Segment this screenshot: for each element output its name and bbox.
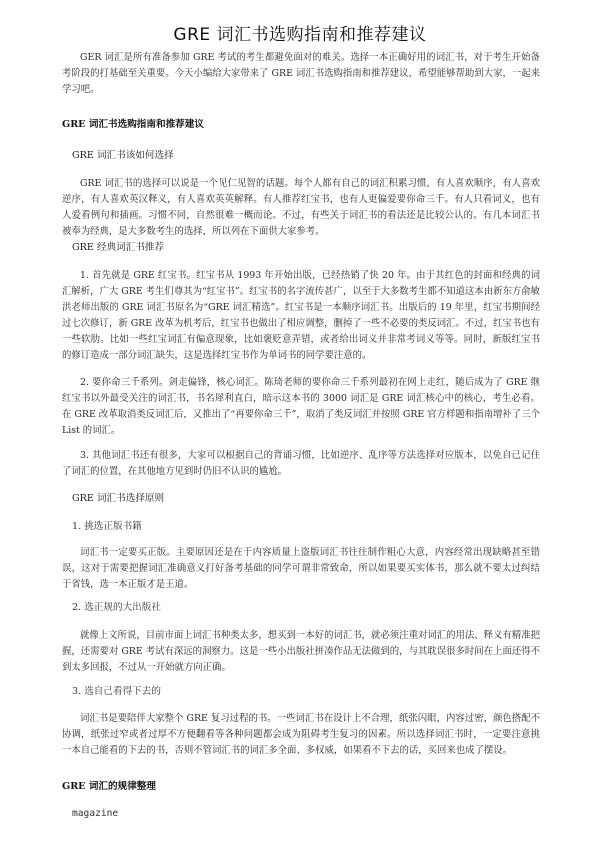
rule-heading-readable: 3. 选自己看得下去的 — [72, 686, 161, 697]
paragraph-other-books: 3. 其他词汇书还有很多，大家可以根据自己的背诵习惯，比如逆序、乱序等方法选择对应版本，以免自己记住了词汇的位置，在其他地方见到时仍旧不认识的尴尬。 — [62, 450, 540, 477]
rule-heading-genuine: 1. 挑选正版书籍 — [72, 521, 142, 532]
paragraph-rule-publisher: 就像上文所说，目前市面上词汇书种类太多，想买到一本好的词汇书，就必须注重对词汇的用法、释义有精准把握，还需要对 GRE 考试有深远的洞察力。这是一些小出版社拼凑作品无法做到的，与其耽误很多时间在上面还得不到太多回报，不过从一开始就方向正确。 — [62, 630, 540, 673]
subheading-how-to-choose: GRE 词汇书该如何选择 — [72, 150, 174, 161]
paragraph-rule-genuine: 词汇书一定要买正版。主要原因还是在于内容质量上盗版词汇书往往制作粗心大意，内容经常出现缺略甚至错误，这对于需要把握词汇准确意义打好备考基础的同学可谓非常致命，所以如果要买实体书，那么就不要太过纠结于省钱，选一本正版才是王道。 — [62, 547, 540, 590]
paragraph-rule-readable: 词汇书是要陪伴大家整个 GRE 复习过程的书。一些词汇书在设计上不合理，纸张闪眼，内容过密，颜色搭配不协调，纸张过窄或者过厚不方便翻看等各种问题都会成为阻碍考生复习的因素。所以选择词汇书时，一定要注意挑一本自己能看的下去的书，否则不管词汇书的词汇多全面、多权威，如果看不下去的话，买回来也成了摆设。 — [62, 713, 540, 756]
subheading-classic-books: GRE 经典词汇书推荐 — [72, 242, 165, 253]
paragraph-red-book: 1. 首先就是 GRE 红宝书。红宝书从 1993 年开始出版，已经热销了快 20 年。由于其红色的封面和经典的词汇解析，广大 GRE 考生们尊其为“红宝书”。红宝书的名字流传甚广，以至于大多数考生都不知道这本由新东方俞敏洪老师出版的 GRE 词汇书原名为“GRE 词汇精选”。红宝书是一本顺序词汇书。出版后的 19 年里，红宝书期间经过七次修订，新 GRE 改革为机考后，红宝书也做出了相应调整，删掉了一些不必要的类反词汇。不过，红宝书也有一些软肋。比如一些红宝词汇有偏意现象，比如褒贬意弄错，或者给出词义并非常考词义等等。同时，新版红宝书的修订造成一部分词汇缺失，这是选择红宝书作为单词书的同学要注意的。 — [62, 270, 540, 361]
paragraph-yaoming-3000: 2. 要你命三千系列。剑走偏锋，核心词汇。陈琦老师的要你命三千系列最初在网上走红，随后成为了 GRE 继红宝书以外最受关注的词汇书，书名犀利直白，暗示这本书的 3000 词汇是 GRE 词汇核心中的核心，考生必看。在 GRE 改革取消类反词汇后，又推出了“再要你命三千”，取消了类反词汇并按照 GRE 官方样题和指南增补了三个 List 的词汇。 — [62, 377, 540, 436]
section-heading-patterns: GRE 词汇的规律整理 — [62, 781, 156, 792]
rule-heading-publisher: 2. 选正规的大出版社 — [72, 602, 161, 613]
page-title: GRE 词汇书选购指南和推荐建议 — [173, 25, 427, 45]
subheading-selection-principles: GRE 词汇书选择原则 — [72, 493, 165, 504]
paragraph-how-to-choose: GRE 词汇书的选择可以说是一个见仁见智的话题。每个人都有自己的词汇积累习惯，有人喜欢顺序，有人喜欢逆序，有人喜欢英汉释义，有人喜欢英英解释。有人推荐红宝书，也有人更偏爱要你命三千。有人只看词义，也有人爱看例句和插画。习惯不同，自然很难一概而论。不过，有些关于词汇书的看法还是比较公认的。有几本词汇书被奉为经典，是大多数考生的选择，所以列在下面供大家参考。 — [62, 178, 540, 237]
section-heading-guide: GRE 词汇书选购指南和推荐建议 — [62, 119, 204, 130]
intro-paragraph: GER 词汇是所有准备参加 GRE 考试的考生都避免面对的难关。选择一本正确好用的词汇书，对于考生开始备考阶段的打基础至关重要。今天小编给大家带来了 GRE 词汇书选购指南和推荐建议，希望能够帮助到大家，一起来学习吧。 — [62, 52, 540, 95]
footer-text: magazine — [72, 808, 119, 819]
